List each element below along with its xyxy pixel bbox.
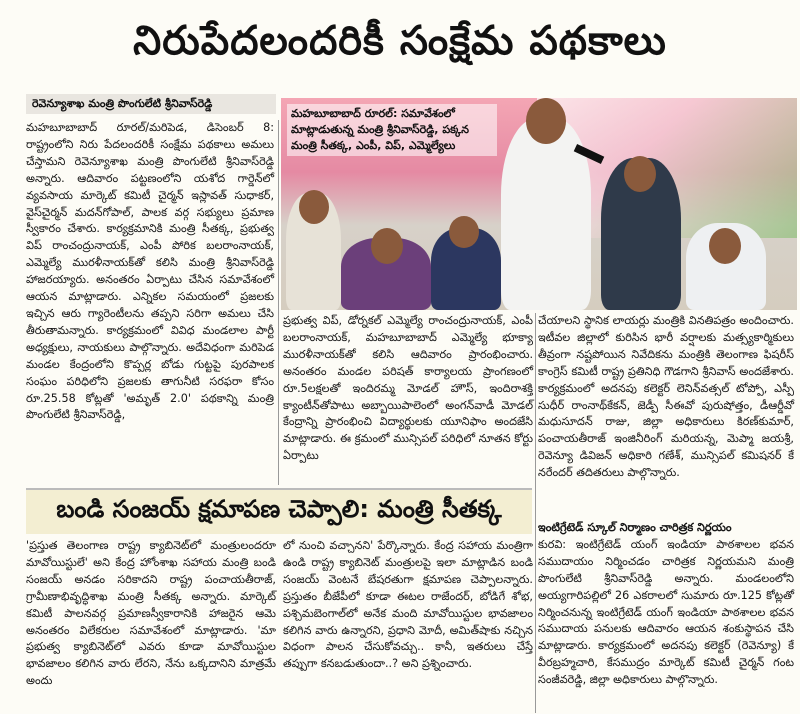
- photo-caption: మహబూబాబాద్ రూరల్: సమావేశంలో మాట్లాడుతున్న మంత్రి శ్రీనివాస్‌రెడ్డి, పక్కన మంత్రి సీతక్క, ఎంపీ, విప్, ఎమ్మెల్యేలు: [287, 104, 497, 156]
- news-photo: [281, 98, 797, 310]
- photo-head: [299, 190, 329, 224]
- page-headline: నిరుపేదలందరికీ సంక్షేమ పథకాలు: [133, 18, 667, 64]
- sub-story-headline: బండి సంజయ్ క్షమాపణ చెప్పాలి: మంత్రి సీతక్క: [26, 488, 532, 534]
- article-column-1: మహబూబాబాద్ రూరల్/మరిపెడ, డిసెంబర్ 8: రాష్ట్రంలోని నిరు పేదలందరికీ సంక్షేమ పథకాలు అమలు చేస్తామని రెవెన్యూశాఖ మంత్రి పొంగులేటి శ్రీనివాస్‌రెడ్డి అన్నారు. ఆదివారం పట్టణంలోని యశోద గార్డెన్‌లో వ్యవసాయ మార్కెట్ కమిటీ చైర్మన్ ఇస్లావత్ సుధాకర్, వైస్‌చైర్మన్ మదన్‌గోపాల్, పాలక వర్గ సభ్యులు ప్రమాణ స్వీకారం చేశారు. కార్యక్రమానికి మంత్రి సీతక్క, ప్రభుత్వ విప్ రాంచంద్రునాయక్, ఎంపీ పోరిక బలరాంనాయక్, ఎమ్మెల్యే మురళీనాయక్‌తో కలిసి మంత్రి శ్రీనివాస్‌రెడ్డి హాజరయ్యారు. అనంతరం ఏర్పాటు చేసిన సమావేశంలో ఆయన మాట్లాడారు. ఎన్నికల సమయంలో ప్రజలకు ఇచ్చిన ఆరు గ్యారెంటీలను తప్పని సరిగా అమలు చేసి తీరుతామన్నారు. కార్యక్రమంలో వివిధ మండలాల పార్టీ అధ్యక్షులు, నాయకులు పాల్గొన్నారు. అదేవిధంగా మరిపెడ మండల కేంద్రంలోని కొప్పర్ల బోడు గుట్టపై పురపాలక సంఘం పరిధిలోని ప్రజలకు తాగునీటి సరఫరా కోసం రూ.25.58 కోట్లతో 'అమృత్ 2.0' పథకాన్ని మంత్రి పొంగులేటి శ్రీనివాస్‌రెడ్డి,: [26, 121, 274, 422]
- photo-head: [449, 216, 479, 248]
- byline: రెవెన్యూశాఖ మంత్రి పొంగులేటి శ్రీనివాస్‌రెడ్డి: [26, 94, 276, 114]
- sub-story-column-3: [538, 520, 794, 689]
- sub-story-title: ఇంటిగ్రేటెడ్ స్కూల్ నిర్మాణం చారిత్రక నిర్ణయం: [538, 521, 732, 534]
- photo-head: [709, 228, 741, 264]
- column-divider: [278, 120, 279, 485]
- article-column-2: ప్రభుత్వ విప్, డోర్నకల్ ఎమ్మెల్యే రాంచంద్రునాయక్, ఎంపీ బలరాంనాయక్, మహబూబాబాద్ ఎమ్మెల్యే భూక్యా మురళీనాయక్‌తో కలిసి ఆదివారం ప్రారంభించారు. అనంతరం మండల పరిషత్ కార్యాలయ ప్రాంగణంలో రూ.5లక్షలతో ఇందిరమ్మ మోడల్ హౌస్, ఇందిరాశక్తి క్యాంటీన్‌తోపాటు అబ్బాయిపాలెంలో అంగన్‌వాడీ మోడల్ కేంద్రాన్ని ప్రారంభించి విద్యార్థులకు యూనిఫాం అందజేసి మాట్లాడారు. ఈ క్రమంలో మున్సిపల్ పరిధిలో నూతన కోర్టు ఏర్పాటు: [283, 314, 533, 463]
- photo-head: [526, 98, 566, 144]
- sub-story-body: కురవి: ఇంటిగ్రేటెడ్ యంగ్ ఇండియా పాఠశాలల భవన సముదాయం నిర్మించడం చారిత్రక నిర్ణయమని మంత్రి పొంగులేటి శ్రీనివాస్‌రెడ్డి అన్నారు. మండలంలోని అయ్యగారిపల్లిలో 26 ఎకరాలలో సుమారు రూ.125 కోట్లతో నిర్మించనున్న ఇంటిగ్రేటెడ్ యంగ్ ఇండియా పాఠశాలల భవన సముదాయ పనులకు ఆదివారం ఆయన శంకుస్థాపన చేసి మాట్లాడారు. కార్యక్రమంలో అదనపు కలెక్టర్ (రెవెన్యూ) కే వీరబ్రహ్మచారి, కేసముద్రం మార్కెట్ కమిటీ చైర్మన్ గంట సంజీవరెడ్డి, జిల్లా అధికారులు పాల్గొన్నారు.: [538, 537, 794, 687]
- photo-head: [624, 156, 656, 192]
- column-divider: [535, 313, 536, 713]
- sub-story-column-1: 'ప్రస్తుత తెలంగాణ రాష్ట్ర క్యాబినెట్‌లో మంత్రులందరూ మావోయిస్టులే' అని కేంద్ర హోంశాఖ సహాయ మంత్రి బండి సంజయ్ అనడం సరికాదని రాష్ట్ర పంచాయతీరాజ్, గ్రామీణాభివృద్ధిశాఖ మంత్రి సీతక్క అన్నారు. మార్కెట్ కమిటీ పాలనవర్గ ప్రమాణస్వీకారానికి హాజరైన ఆమె అనంతరం విలేకరుల సమావేశంలో మాట్లాడారు. 'మా ప్రభుత్వ క్యాబినెట్‌లో ఎవరు కూడా మావోయిస్టుల భావజాలం కలిగిన వారు లేరని, నేను ఒక్కదానిని మాత్రమే అందు: [26, 539, 276, 688]
- sub-story-column-2: లో నుంచి వచ్చానని' పేర్కొన్నారు. కేంద్ర సహాయ మంత్రిగా ఉండి రాష్ట్ర క్యాబినెట్ మంత్రులపై ఇలా మాట్లాడిన బండి సంజయ్ వెంటనే బేషరతుగా క్షమాపణ చెప్పాలన్నారు. ప్రస్తుతం బీజేపీలో కూడా ఈటల రాజేందర్, బోడిగే శోభ, పశ్చిమబెంగాల్‌లో అనేక మంది మావోయిస్టుల భావజాలం కలిగిన వారు ఉన్నారని, ప్రధాని మోదీ, అమిత్‌షాకు నచ్చిన విధంగా పాలన చేసుకోవచ్చు.. కానీ, ఇతరులు చేస్తే తప్పుగా కనబడుతుందా..? అని ప్రశ్నించారు.: [283, 539, 533, 671]
- photo-head: [371, 228, 403, 264]
- article-column-3: చేయాలని స్థానిక లాయర్లు మంత్రికి వినతిపత్రం అందించారు. ఇటీవల జిల్లాలో కురిసిన భారీ వర్షాలకు మత్స్యకార్మికులు తీవ్రంగా నష్టపోయిన నివేదికను మంత్రికి తెలంగాణ ఫిషరీస్ కాంగ్రెస్ కమిటీ రాష్ట్ర ప్రతినిధి గౌడగాని శ్రీనివాస్ అందజేశారు. కార్యక్రమంలో అదనపు కలెక్టర్ లెనిన్‌వత్సల్ టోప్పో, ఎస్పీ సుధీర్ రాంనాథ్‌కేకన్, జెడ్పీ సీఈవో పురుషోత్తం, డీఆర్డీవో మధుసూదన్ రాజు, జిల్లా అధికారులు కిరణ్‌కుమార్, పంచాయతీరాజ్ ఇంజినీరింగ్ మరియన్న, మెప్మా జయశ్రీ, రెవెన్యూ డివిజన్ అధికారి గణేశ్, మున్సిపల్ కమిషనర్ కే నరేందర్ తదితరులు పాల్గొన్నారు.: [538, 314, 794, 480]
